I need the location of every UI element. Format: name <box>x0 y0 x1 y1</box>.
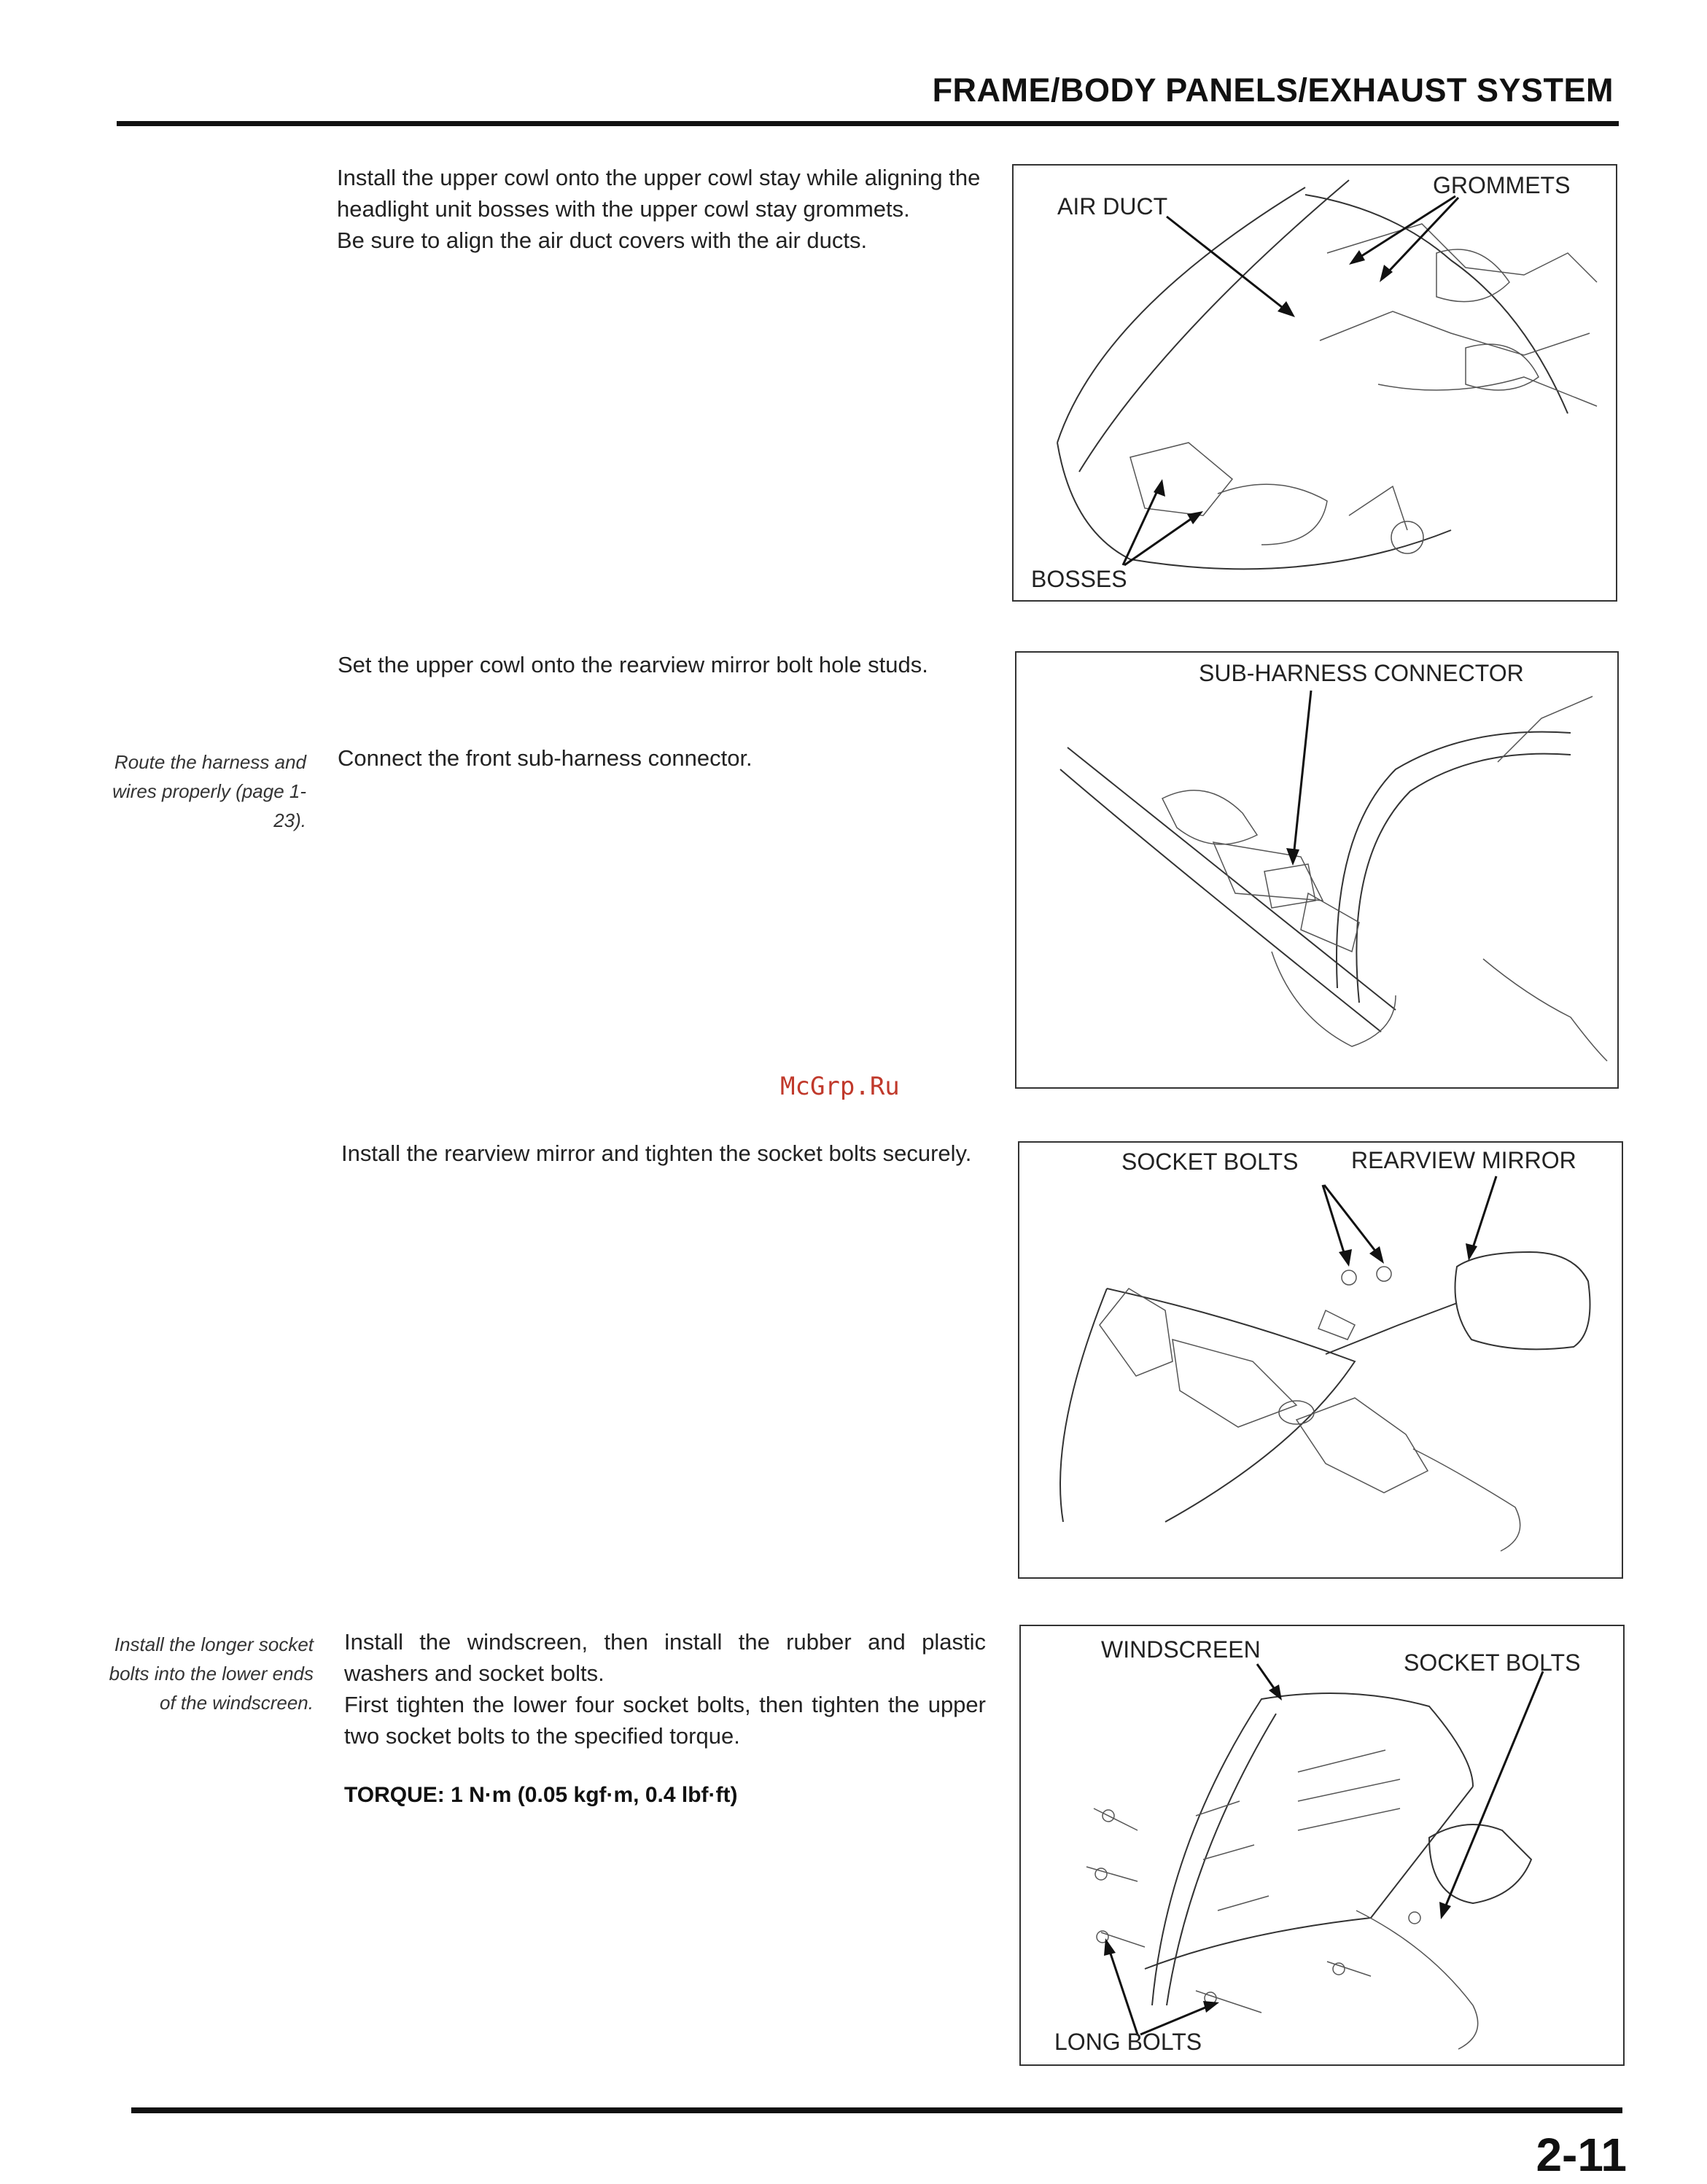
illustration-upper-cowl <box>1014 166 1619 603</box>
label-rearview-mirror: REARVIEW MIRROR <box>1351 1147 1576 1173</box>
header-rule <box>117 121 1619 126</box>
watermark: McGrp.Ru <box>780 1072 900 1101</box>
section-title: FRAME/BODY PANELS/EXHAUST SYSTEM <box>932 71 1614 109</box>
label-air-duct: AIR DUCT <box>1057 193 1168 219</box>
section3-instruction: Install the rearview mirror and tighten the socket bolts securely. <box>341 1140 972 1166</box>
section4-instruction <box>344 1626 986 1752</box>
figure-sub-harness <box>1015 651 1619 1089</box>
illustration-sub-harness <box>1016 653 1620 1090</box>
side-note-long-bolts: Install the longer socket bolts into the lower ends of the windscreen. <box>109 1633 314 1714</box>
side-note-harness: Route the harness and wires properly (page 1-23). <box>112 751 306 831</box>
socket-bolts-arrow-2 <box>1324 1185 1380 1256</box>
air-duct-arrow <box>1167 217 1289 313</box>
section4-text2: First tighten the lower four socket bolts, then tighten the upper two socket bolts to the specified torque. <box>344 1692 986 1749</box>
footer-rule <box>131 2107 1622 2113</box>
label-grommets: GROMMETS <box>1433 172 1571 198</box>
rearview-mirror-arrow <box>1471 1176 1496 1252</box>
label-windscreen: WINDSCREEN <box>1101 1636 1261 1663</box>
section1-text: Install the upper cowl onto the upper cowl stay while aligning the headlight unit bosses with the upper cowl stay grommets. <box>337 165 981 222</box>
figure-upper-cowl <box>1012 164 1617 602</box>
long-bolts-arrow-1 <box>1108 1947 1138 2035</box>
torque-spec: TORQUE: 1 N·m (0.05 kgf·m, 0.4 lbf·ft) <box>344 1783 738 1807</box>
section4-text: Install the windscreen, then install the rubber and plastic washers and socket bolts. <box>344 1629 986 1686</box>
socket-bolts-arrow-1 <box>1323 1185 1346 1259</box>
section2-instruction-2: Connect the front sub-harness connector. <box>338 745 753 771</box>
label-socket-bolts: SOCKET BOLTS <box>1121 1149 1299 1175</box>
section2-instruction: Set the upper cowl onto the rearview mirror bolt hole studs. <box>338 652 928 677</box>
label-long-bolts: LONG BOLTS <box>1054 2029 1202 2055</box>
figure-rearview-mirror <box>1018 1141 1623 1579</box>
illustration-rearview-mirror <box>1019 1143 1625 1580</box>
grommets-arrow-2 <box>1384 198 1458 276</box>
label-bosses: BOSSES <box>1031 566 1127 592</box>
page-number: 2-11 <box>1536 2129 1627 2181</box>
section1-text2: Be sure to align the air duct covers with the air ducts. <box>337 228 868 253</box>
label-sub-harness-connector: SUB-HARNESS CONNECTOR <box>1199 660 1524 686</box>
label-socket-bolts-ws: SOCKET BOLTS <box>1404 1649 1581 1676</box>
socket-bolts-arrow-ws <box>1444 1671 1543 1911</box>
section1-instruction <box>337 162 993 256</box>
figure-windscreen <box>1019 1625 1625 2066</box>
sub-harness-arrow <box>1294 691 1311 857</box>
illustration-windscreen <box>1021 1626 1626 2067</box>
